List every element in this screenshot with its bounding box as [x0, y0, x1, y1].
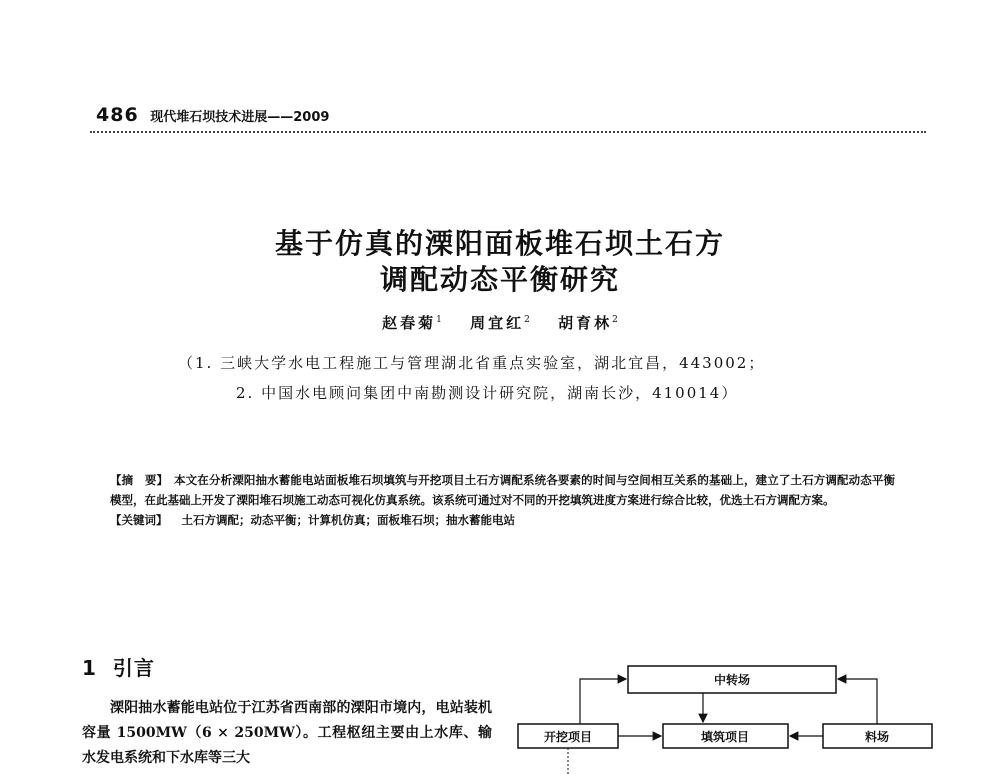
paper-title-line-1: 基于仿真的溧阳面板堆石坝土石方	[274, 227, 725, 260]
page-header	[96, 104, 329, 126]
author-affiliation-mark: 2	[524, 315, 530, 325]
stockpile-node-label: 料场	[864, 730, 890, 744]
excavation-node-label: 开挖项目	[543, 730, 593, 744]
excavation-to-transfer-arrow	[580, 679, 626, 724]
keywords-line	[110, 510, 895, 530]
section-body	[82, 696, 492, 771]
stockpile-to-transfer-arrow	[838, 679, 877, 724]
abstract-block	[110, 470, 895, 530]
section-heading	[82, 652, 155, 681]
section-title: 引言	[112, 656, 155, 680]
author-affiliation-mark: 1	[436, 315, 442, 325]
author-name: 周宜红	[470, 314, 525, 332]
author-affiliation-mark: 2	[612, 315, 618, 325]
abstract-text: 本文在分析溧阳抽水蓄能电站面板堆石坝填筑与开挖项目土石方调配系统各要素的时间与空间相互关系的基础上，建立了土石方调配动态平衡模型，在此基础上开发了溧阳堆石坝施工动态可视化仿真系统。该系统可通过对不同的开挖填筑进度方案进行综合比较，优选土石方调配方案。	[110, 473, 896, 507]
affiliation-2: 2. 中国水电顾问集团中南勘测设计研究院，湖南长沙，410014）	[236, 384, 739, 402]
section-number: 1	[82, 656, 97, 680]
body-paragraph: 溧阳抽水蓄能电站位于江苏省西南部的溧阳市境内，电站装机容量 1500MW（6 × 250MW）。工程枢纽主要由上水库、输水发电系统和下水库等三大	[82, 700, 492, 766]
author-name: 赵春菊	[382, 314, 437, 332]
page-number: 486	[96, 104, 139, 126]
abstract-label: 【摘 要】	[110, 473, 163, 487]
journal-title: 现代堆石坝技术进展——2009	[150, 110, 330, 125]
transfer-node-label: 中转场	[713, 673, 751, 687]
affiliation-1: （1. 三峡大学水电工程施工与管理湖北省重点实验室，湖北宜昌，443002；	[178, 354, 766, 372]
header-divider	[90, 131, 926, 133]
earthwork-flow-diagram	[505, 635, 945, 774]
keywords-text: 土石方调配；动态平衡；计算机仿真；面板堆石坝；抽水蓄能电站	[181, 513, 515, 527]
abstract-paragraph	[110, 470, 895, 510]
filling-node-label: 填筑项目	[700, 730, 750, 744]
keywords-label: 【关键词】	[110, 513, 168, 527]
author-name: 胡育林	[558, 314, 613, 332]
author-list	[0, 312, 1000, 333]
paper-title-line-2: 调配动态平衡研究	[379, 263, 620, 296]
